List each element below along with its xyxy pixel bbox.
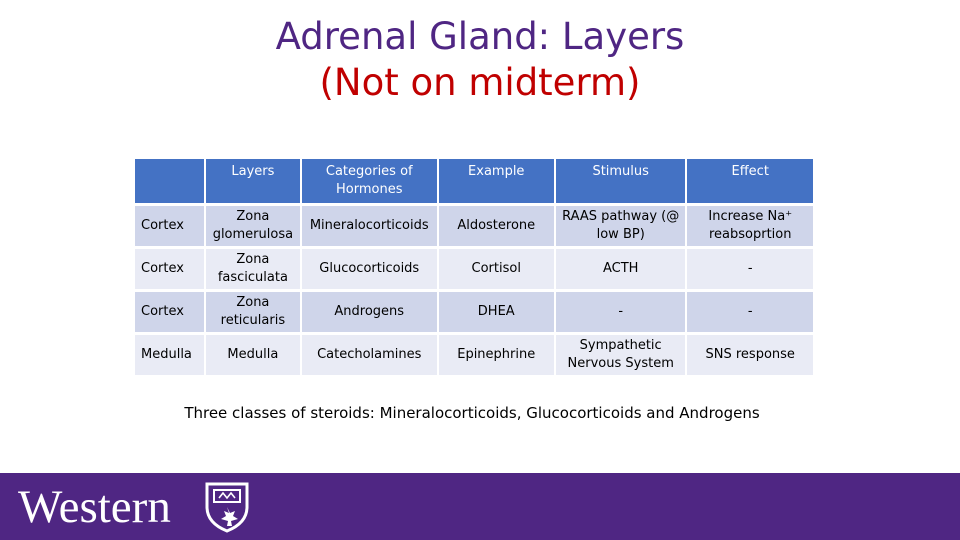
header-cell-categories: Categories of Hormones xyxy=(302,159,437,203)
table-header-row xyxy=(135,159,813,203)
western-wordmark: Western xyxy=(18,481,171,533)
steroid-classes-caption: Three classes of steroids: Mineralocorticoids, Glucocorticoids and Androgens xyxy=(184,404,760,422)
table-row xyxy=(135,292,813,332)
table-cell: Mineralocorticoids xyxy=(302,206,437,246)
table-row xyxy=(135,206,813,246)
table-cell: Increase Na⁺ reabsoprtion xyxy=(687,206,813,246)
table-cell: Medulla xyxy=(135,335,204,375)
table-cell: Sympathetic Nervous System xyxy=(556,335,686,375)
western-crest-icon xyxy=(204,481,250,533)
header-cell-blank xyxy=(135,159,204,203)
table-cell: Cortex xyxy=(135,249,204,289)
header-cell-stimulus: Stimulus xyxy=(556,159,686,203)
table-cell: Cortex xyxy=(135,206,204,246)
table-cell: Cortex xyxy=(135,292,204,332)
slide-title xyxy=(0,14,960,106)
slide-title-line2: (Not on midterm) xyxy=(319,61,641,104)
table-cell: - xyxy=(687,292,813,332)
table-row xyxy=(135,249,813,289)
table-cell: Zona glomerulosa xyxy=(206,206,300,246)
table-cell: - xyxy=(556,292,686,332)
header-cell-effect: Effect xyxy=(687,159,813,203)
adrenal-layers-table xyxy=(133,156,815,378)
table-row xyxy=(135,335,813,375)
table-cell: Epinephrine xyxy=(439,335,554,375)
table-cell: Zona reticularis xyxy=(206,292,300,332)
table-cell: DHEA xyxy=(439,292,554,332)
table-cell: ACTH xyxy=(556,249,686,289)
table-cell: Zona fasciculata xyxy=(206,249,300,289)
table-cell: RAAS pathway (@ low BP) xyxy=(556,206,686,246)
header-cell-example: Example xyxy=(439,159,554,203)
table-cell: Cortisol xyxy=(439,249,554,289)
table-cell: Androgens xyxy=(302,292,437,332)
header-cell-layers: Layers xyxy=(206,159,300,203)
table-cell: Catecholamines xyxy=(302,335,437,375)
table-cell: SNS response xyxy=(687,335,813,375)
table-cell: Medulla xyxy=(206,335,300,375)
slide-title-line1: Adrenal Gland: Layers xyxy=(275,15,685,58)
table-cell: Glucocorticoids xyxy=(302,249,437,289)
table-cell: - xyxy=(687,249,813,289)
table-cell: Aldosterone xyxy=(439,206,554,246)
footer-bar xyxy=(0,473,960,540)
